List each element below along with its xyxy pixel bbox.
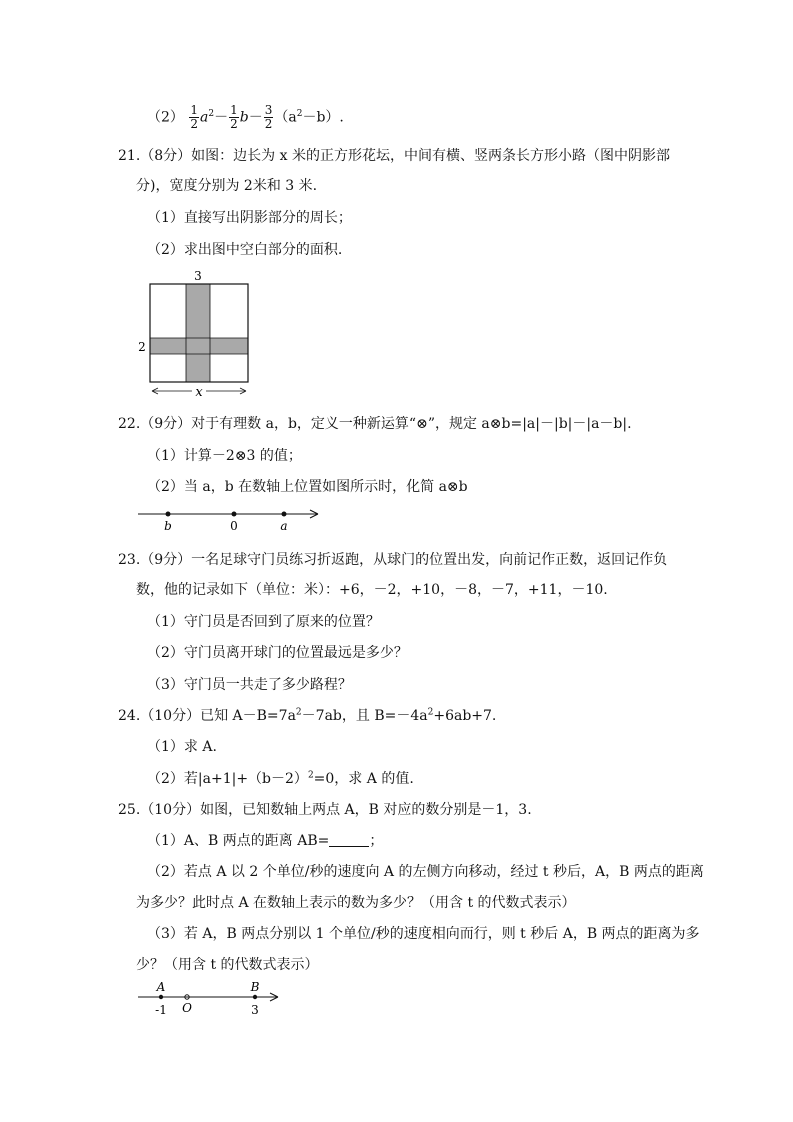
problem-23-line-1: 23.（9分）一名足球守门员练习折返跑，从球门的位置出发，向前记作正数，返回记作负	[118, 552, 668, 568]
fraction: $\frac{3}{2}$	[264, 103, 273, 131]
number-line-ab	[132, 505, 332, 535]
problem-24-sub-2: （2）若$|a+1|+(b-2)^2=0$，求 A 的值.	[147, 770, 414, 787]
number-line-AB	[132, 980, 292, 1022]
answer-blank	[329, 832, 369, 847]
problem-22-line-1: 22.（9分）对于有理数 a，b，定义一种新运算“⊗”，规定 a⊗b=|a|－|b|－|a－b|.	[118, 416, 632, 432]
fraction: $\frac{1}{2}$	[190, 103, 199, 131]
problem-21-sub-2: （2）求出图中空白部分的面积.	[147, 242, 343, 258]
problem-24-sub-1: （1）求 A.	[147, 739, 217, 755]
problem-25-sub-3-b: 少？（用含 t 的代数式表示）	[136, 957, 319, 973]
problem-21-sub-1: （1）直接写出阴影部分的周长；	[147, 210, 352, 226]
problem-21-line-2: 分)，宽度分别为 2米和 3 米.	[136, 178, 318, 194]
problem-21-line-1: 21.（8分）如图：边长为 x 米的正方形花坛，中间有横、竖两条长方形小路（图中阴影部	[118, 148, 670, 164]
problem-23-sub-3: （3）守门员一共走了多少路程？	[147, 677, 352, 693]
problem-20-part-2: （2） $\frac{1}{2}$ $a^2-$ $\frac{1}{2}$ b－ $\frac{3}{2}$ $(a^2-b)$.	[147, 103, 344, 131]
point-B-label: B	[250, 980, 260, 994]
problem-22-sub-1: （1）计算－2⊗3 的值；	[147, 448, 302, 464]
vertical-path	[186, 284, 210, 382]
problem-25-sub-1: （1）A、B 两点的距离 AB= ；	[147, 833, 384, 849]
problem-24-line-1: 24.（10分）已知 $A-B=7a^2-7ab$，且 $B=-4a^2+6ab+7$.	[118, 707, 497, 724]
problem-25-sub-3-a: （3）若 A，B 两点分别以 1 个单位/秒的速度相向而行，则 t 秒后 A，B 两点的距离为多	[147, 926, 700, 942]
problem-23-line-2: 数，他的记录如下（单位：米）：+6，－2，+10，－8，－7，+11，－10.	[136, 582, 608, 598]
width-label-2: 2	[138, 340, 146, 354]
problem-22-sub-2: （2）当 a，b 在数轴上位置如图所示时，化简 a⊗b	[147, 479, 468, 495]
side-label-x: x	[195, 385, 203, 400]
value-3: 3	[251, 1003, 259, 1017]
fraction: $\frac{1}{2}$	[230, 103, 238, 131]
value-minus-1: -1	[155, 1003, 167, 1017]
point-b-label: b	[164, 519, 172, 533]
point-a-label: a	[280, 519, 288, 533]
problem-25-sub-2-a: （2）若点 A 以 2 个单位/秒的速度向 A 的左侧方向移动，经过 t 秒后，A，B 两点的距离	[147, 864, 704, 880]
problem-23-sub-2: （2）守门员离开球门的位置最远是多少？	[147, 645, 408, 661]
problem-23-sub-1: （1）守门员是否回到了原来的位置？	[147, 614, 380, 630]
width-label-3: 3	[194, 269, 202, 283]
horizontal-path	[150, 338, 248, 354]
problem-25-line-1: 25.（10分）如图，已知数轴上两点 A，B 对应的数分别是－1，3.	[118, 802, 532, 818]
square-garden-figure	[132, 264, 262, 404]
origin-O-label: O	[182, 1001, 192, 1015]
origin-label: 0	[230, 519, 238, 533]
problem-25-sub-2-b: 为多少？此时点 A 在数轴上表示的数为多少？（用含 t 的代数式表示）	[136, 895, 576, 911]
point-A-label: A	[156, 980, 166, 994]
